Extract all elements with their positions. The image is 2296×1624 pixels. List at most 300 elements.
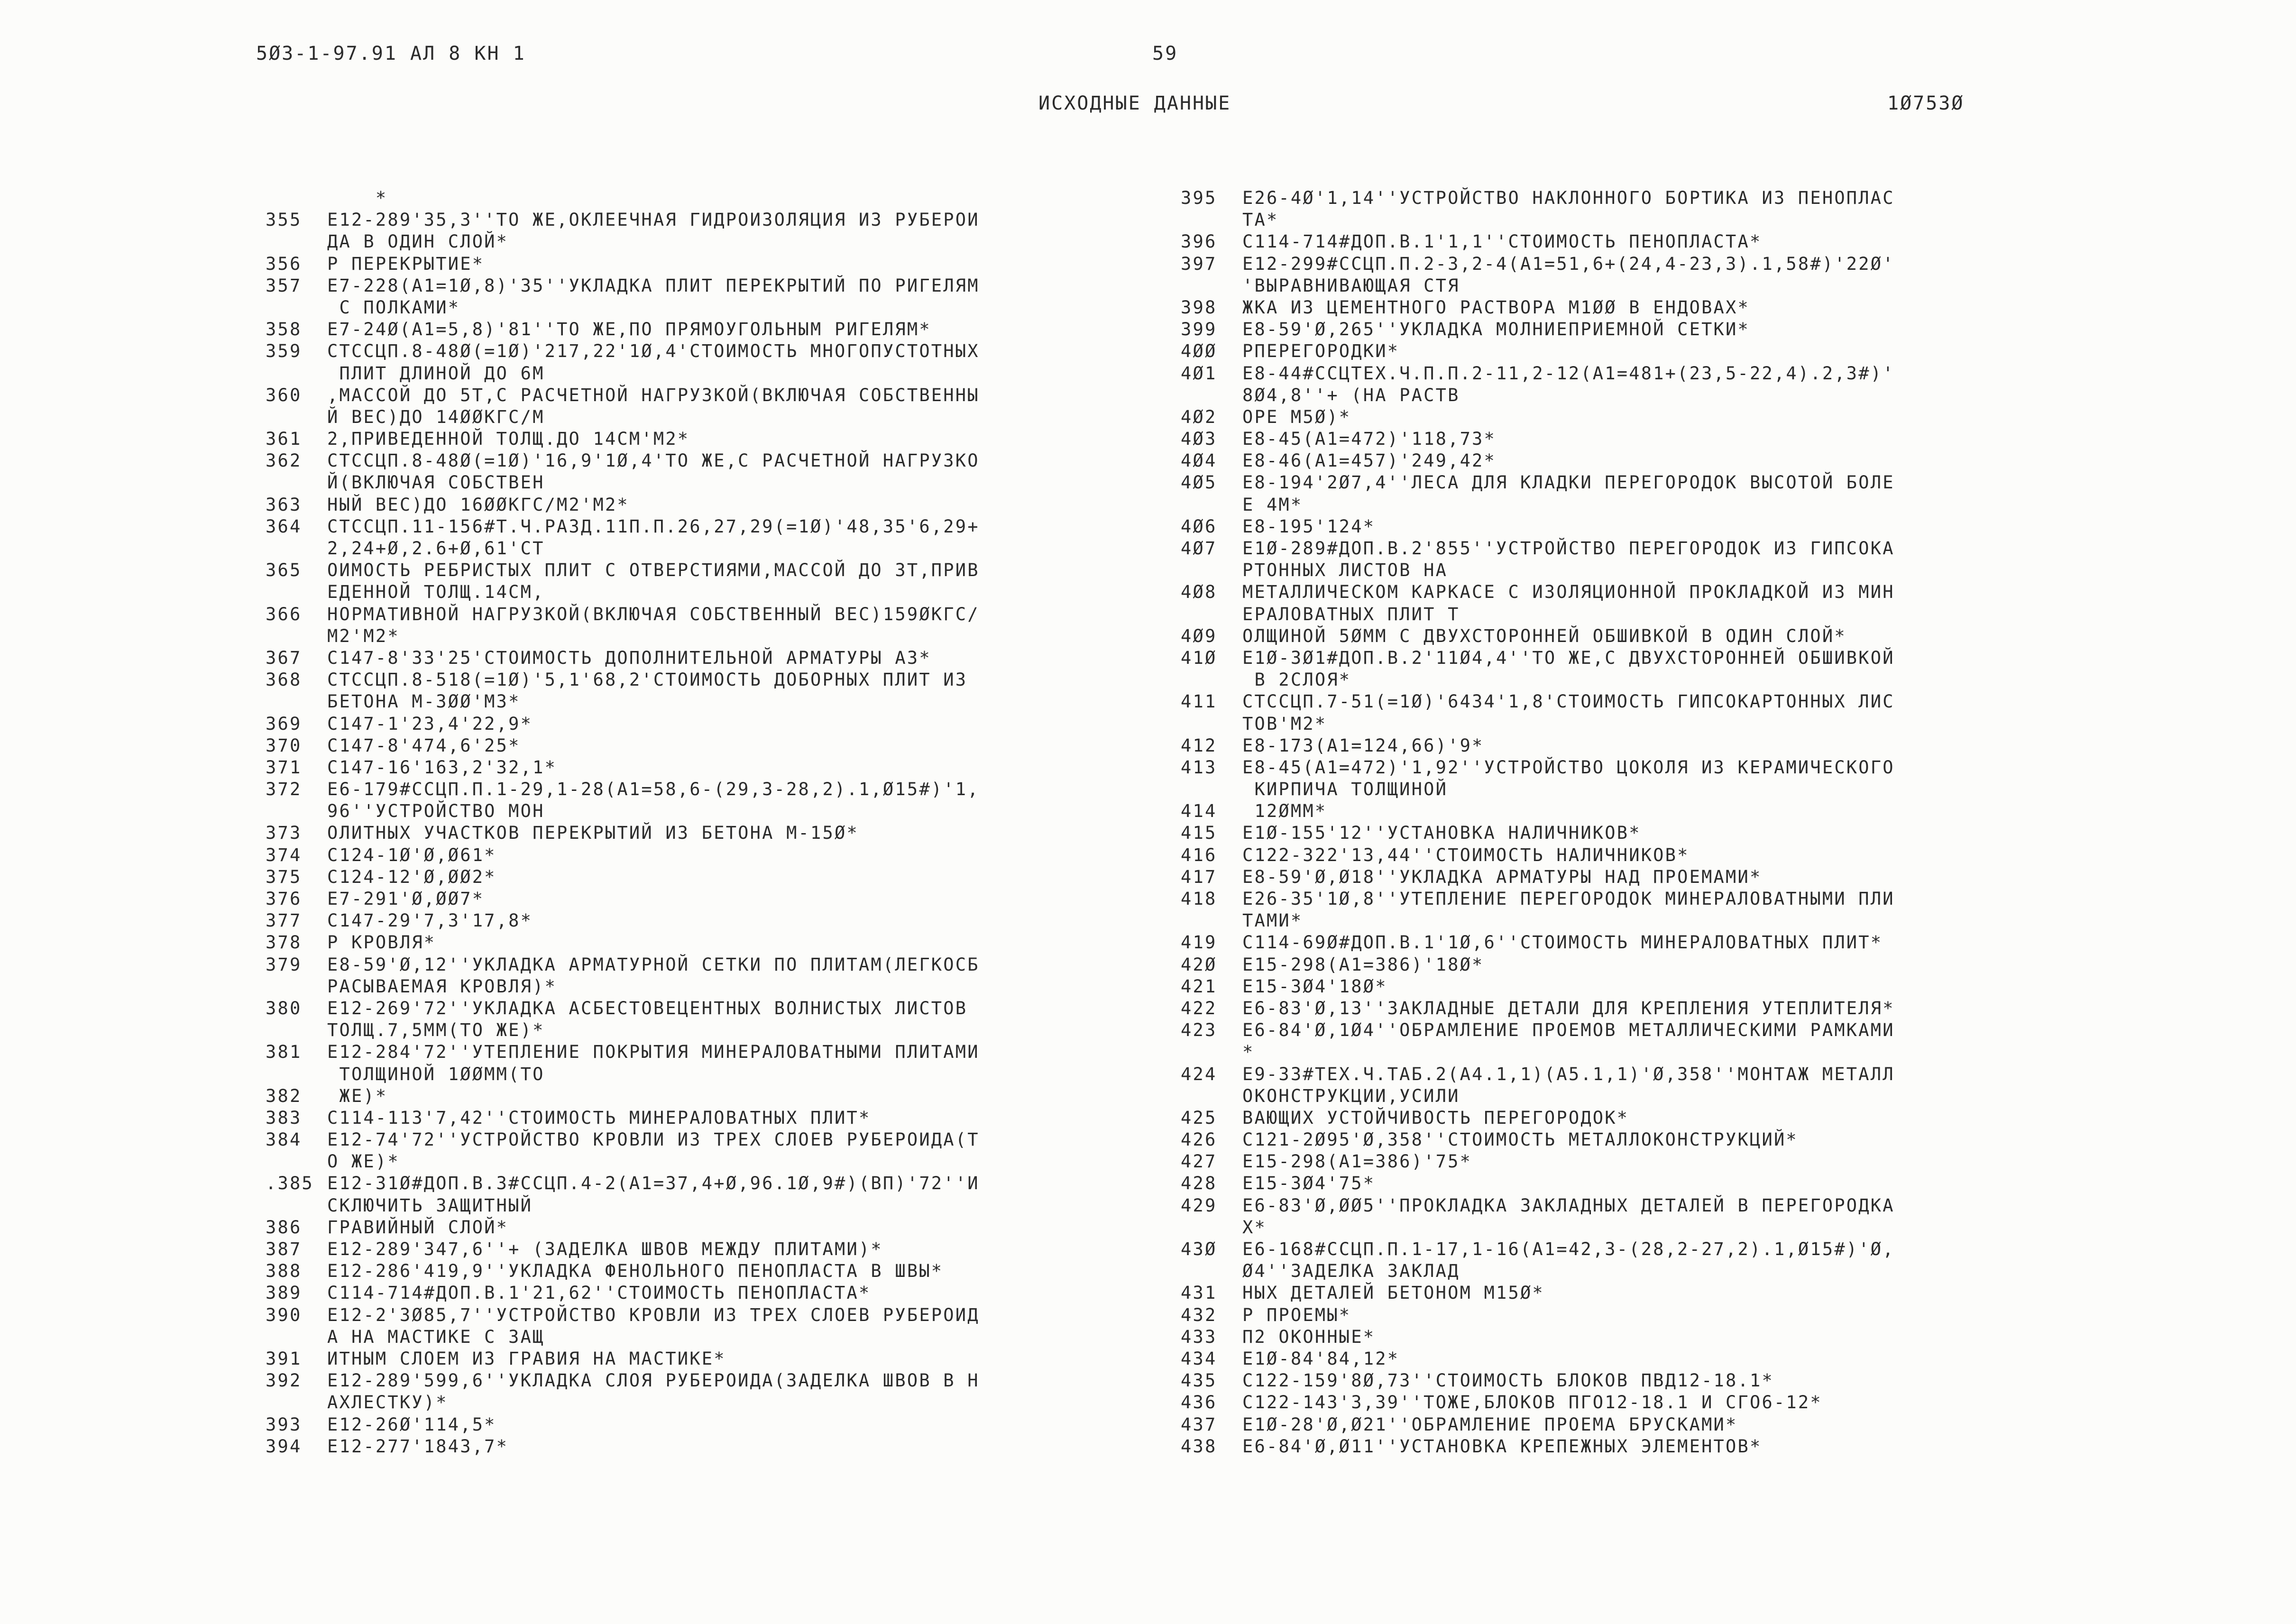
listing-line xyxy=(266,450,1166,472)
line-text: С114-714#ДОП.В.1'21,62''СТОИМОСТЬ ПЕНОПЛАСТА* xyxy=(327,1283,871,1303)
line-number: 394 xyxy=(266,1436,302,1457)
line-text: С114-69Ø#ДОП.В.1'1Ø,6''СТОИМОСТЬ МИНЕРАЛОВАТНЫХ ПЛИТ* xyxy=(1242,932,1883,953)
line-text: Е26-35'1Ø,8''УТЕПЛЕНИЕ ПЕРЕГОРОДОК МИНЕРАЛОВАТНЫМИ ПЛИ xyxy=(1242,889,1895,909)
listing-line xyxy=(1181,1041,2082,1063)
listing-line xyxy=(1181,1195,2082,1217)
line-number xyxy=(266,1151,327,1173)
line-text: ТОЛЩИНОЙ 1ØØММ(ТО xyxy=(327,1064,545,1084)
line-number: 389 xyxy=(266,1283,302,1303)
listing-line xyxy=(266,976,1166,998)
line-number: 390 xyxy=(266,1304,302,1325)
line-text: * xyxy=(327,188,388,208)
line-number: 435 xyxy=(1181,1370,1217,1391)
line-text: 2,24+Ø,2.6+Ø,61'СТ xyxy=(327,538,545,559)
line-number: 367 xyxy=(266,647,302,668)
listing-line xyxy=(1181,1217,2082,1239)
line-number: 393 xyxy=(266,1414,302,1435)
listing-line xyxy=(1181,604,2082,625)
line-number xyxy=(1181,1217,1242,1239)
line-text: Е12-269'72''УКЛАДКА АСБЕСТОВЕЦЕНТНЫХ ВОЛНИСТЫХ ЛИСТОВ xyxy=(327,998,968,1018)
line-text: Е6-83'Ø,13''ЗАКЛАДНЫЕ ДЕТАЛИ ДЛЯ КРЕПЛЕНИЯ УТЕПЛИТЕЛЯ* xyxy=(1242,998,1895,1018)
line-number: 434 xyxy=(1181,1348,1217,1369)
line-number xyxy=(1181,1260,1242,1282)
line-number: 417 xyxy=(1181,866,1217,887)
line-text: Е9-33#ТЕХ.Ч.ТАБ.2(А4.1,1)(А5.1,1)'Ø,358''МОНТАЖ МЕТАЛЛ xyxy=(1242,1064,1895,1084)
line-number: 425 xyxy=(1181,1107,1217,1128)
line-text: Е12-286'419,9''УКЛАДКА ФЕНОЛЬНОГО ПЕНОПЛАСТА В ШВЫ* xyxy=(327,1261,944,1282)
line-number xyxy=(266,976,327,998)
line-text: Ø4''ЗАДЕЛКА ЗАКЛАД xyxy=(1242,1261,1460,1282)
line-number: 4Ø4 xyxy=(1181,450,1217,471)
line-number: 416 xyxy=(1181,844,1217,865)
line-text: Е6-84'Ø,Ø11''УСТАНОВКА КРЕПЕЖНЫХ ЭЛЕМЕНТОВ* xyxy=(1242,1436,1762,1457)
line-number xyxy=(266,1195,327,1217)
line-number: 361 xyxy=(266,429,302,450)
line-text: 'ВЫРАВНИВАЮЩАЯ СТЯ xyxy=(1242,275,1460,296)
page-title: ИСХОДНЫЕ ДАННЫЕ xyxy=(1038,92,1231,114)
line-text: Е15-3Ø4'75* xyxy=(1242,1173,1376,1194)
line-number: 391 xyxy=(266,1348,302,1369)
line-number xyxy=(1181,1085,1242,1107)
listing-line xyxy=(1181,319,2082,340)
listing-line xyxy=(1181,713,2082,735)
listing-line xyxy=(1181,669,2082,691)
line-number: 359 xyxy=(266,341,302,362)
listing-line xyxy=(1181,932,2082,954)
listing-line xyxy=(1181,844,2082,866)
line-text: Е12-299#ССЦП.П.2-3,2-4(А1=51,6+(24,4-23,3).1,58#)'22Ø' xyxy=(1242,253,1895,274)
line-number: 370 xyxy=(266,735,302,756)
listing-line xyxy=(266,253,1166,275)
line-text: Е12-31Ø#ДОП.В.3#ССЦП.4-2(А1=37,4+Ø,96.1Ø,9#)(ВП)'72''И xyxy=(327,1173,980,1194)
line-number xyxy=(266,581,327,603)
document-code: 5Ø3-1-97.91 АЛ 8 КН 1 xyxy=(256,43,526,64)
line-number: 429 xyxy=(1181,1195,1217,1216)
listing-line xyxy=(1181,516,2082,538)
line-number: 4Ø7 xyxy=(1181,538,1217,559)
line-number: 355 xyxy=(266,210,302,230)
listing-line xyxy=(266,494,1166,516)
line-text: С122-143'3,39''ТОЖЕ,БЛОКОВ ПГО12-18.1 И СГО6-12* xyxy=(1242,1392,1822,1413)
listing-line xyxy=(266,932,1166,954)
listing-line xyxy=(1181,187,2082,209)
listing-line xyxy=(266,691,1166,713)
line-number: 381 xyxy=(266,1042,302,1063)
line-text: Е8-173(А1=124,66)'9* xyxy=(1242,735,1484,756)
listing-line xyxy=(1181,1392,2082,1413)
line-number xyxy=(266,1064,327,1085)
listing-line xyxy=(1181,1436,2082,1458)
listing-line xyxy=(266,187,1166,209)
line-number: 4Ø9 xyxy=(1181,625,1217,646)
listing-line xyxy=(266,1392,1166,1413)
line-text: 8Ø4,8''+ (НА РАСТВ xyxy=(1242,385,1460,405)
listing-line xyxy=(1181,209,2082,231)
line-text: ЕРАЛОВАТНЫХ ПЛИТ Т xyxy=(1242,604,1460,624)
listing-line xyxy=(266,516,1166,538)
line-text: ТА* xyxy=(1242,210,1279,230)
listing-line xyxy=(266,1085,1166,1107)
listing-line xyxy=(1181,800,2082,822)
line-text: М2'М2* xyxy=(327,625,400,646)
listing-line xyxy=(266,1129,1166,1151)
listing-line xyxy=(266,1326,1166,1348)
line-text: Е1Ø-289#ДОП.В.2'855''УСТРОЙСТВО ПЕРЕГОРОДОК ИЗ ГИПСОКА xyxy=(1242,538,1895,559)
line-text: ПЛИТ ДЛИНОЙ ДО 6М xyxy=(327,363,545,384)
line-number: 412 xyxy=(1181,735,1217,756)
line-text: Р ПЕРЕКРЫТИЕ* xyxy=(327,253,485,274)
line-number: 364 xyxy=(266,516,302,537)
listing-line xyxy=(266,1260,1166,1282)
line-number xyxy=(266,691,327,713)
listing-line xyxy=(1181,560,2082,581)
line-number: 379 xyxy=(266,954,302,975)
listing-line xyxy=(1181,1326,2082,1348)
listing-line xyxy=(1181,691,2082,713)
line-text: Е12-284'72''УТЕПЛЕНИЕ ПОКРЫТИЯ МИНЕРАЛОВАТНЫМИ ПЛИТАМИ xyxy=(327,1042,980,1063)
line-number: 438 xyxy=(1181,1436,1217,1457)
line-text: Е8-45(А1=472)'118,73* xyxy=(1242,429,1496,450)
listing-line xyxy=(266,319,1166,340)
line-number xyxy=(266,363,327,385)
listing-line xyxy=(1181,538,2082,560)
listing-line xyxy=(266,1304,1166,1326)
line-number: 419 xyxy=(1181,932,1217,953)
listing-line xyxy=(266,954,1166,976)
line-number: 433 xyxy=(1181,1326,1217,1347)
line-text: Е26-4Ø'1,14''УСТРОЙСТВО НАКЛОННОГО БОРТИКА ИЗ ПЕНОПЛАС xyxy=(1242,188,1895,208)
listing-line xyxy=(1181,253,2082,275)
line-text: Е8-44#ССЦТЕХ.Ч.П.П.2-11,2-12(А1=481+(23,5-22,4).2,3#)' xyxy=(1242,363,1895,384)
listing-line xyxy=(266,1173,1166,1194)
line-text: ДА В ОДИН СЛОЙ* xyxy=(327,231,509,252)
line-number: 380 xyxy=(266,998,302,1018)
line-text: С147-29'7,3'17,8* xyxy=(327,910,533,931)
listing-line xyxy=(266,800,1166,822)
line-number: 363 xyxy=(266,494,302,515)
line-number xyxy=(266,231,327,253)
line-number: 375 xyxy=(266,866,302,887)
line-number: 397 xyxy=(1181,253,1217,274)
line-number: 415 xyxy=(1181,823,1217,844)
line-text: Е15-3Ø4'18Ø* xyxy=(1242,976,1387,997)
line-number: 4ØØ xyxy=(1181,341,1217,362)
line-text: П2 ОКОННЫЕ* xyxy=(1242,1326,1376,1347)
listing-line xyxy=(266,735,1166,757)
line-text: Е12-289'35,3''ТО ЖЕ,ОКЛЕЕЧНАЯ ГИДРОИЗОЛЯЦИЯ ИЗ РУБЕРОИ xyxy=(327,210,980,230)
line-text: СТССЦП.11-156#Т.Ч.РАЗД.11П.П.26,27,29(=1Ø)'48,35'6,29+ xyxy=(327,516,980,537)
listing-line xyxy=(1181,625,2082,647)
line-number xyxy=(1181,560,1242,581)
line-text: Р КРОВЛЯ* xyxy=(327,932,436,953)
right-column xyxy=(1181,187,2082,1458)
listing-line xyxy=(1181,1348,2082,1370)
line-text: Е12-26Ø'114,5* xyxy=(327,1414,496,1435)
listing-line xyxy=(266,1195,1166,1217)
line-text: С122-322'13,44''СТОИМОСТЬ НАЛИЧНИКОВ* xyxy=(1242,844,1690,865)
line-number xyxy=(266,538,327,560)
listing-line xyxy=(1181,779,2082,800)
line-number: 387 xyxy=(266,1239,302,1259)
listing-line xyxy=(1181,735,2082,757)
line-text: Е7-24Ø(А1=5,8)'81''ТО ЖЕ,ПО ПРЯМОУГОЛЬНЫМ РИГЕЛЯМ* xyxy=(327,319,931,340)
line-number xyxy=(266,187,327,209)
line-text: КИРПИЧА ТОЛЩИНОЙ xyxy=(1242,779,1448,800)
line-text: В 2СЛОЯ* xyxy=(1242,670,1351,690)
line-text: С114-113'7,42''СТОИМОСТЬ МИНЕРАЛОВАТНЫХ ПЛИТ* xyxy=(327,1107,871,1128)
listing-line xyxy=(266,406,1166,428)
line-text: РАСЫВАЕМАЯ КРОВЛЯ)* xyxy=(327,976,557,997)
listing-line xyxy=(266,428,1166,450)
line-text: Е6-83'Ø,ØØ5''ПРОКЛАДКА ЗАКЛАДНЫХ ДЕТАЛЕЙ В ПЕРЕГОРОДКА xyxy=(1242,1195,1895,1216)
listing-line xyxy=(1181,866,2082,888)
line-number: 369 xyxy=(266,713,302,734)
line-text: РТОННЫХ ЛИСТОВ НА xyxy=(1242,560,1448,581)
listing-line xyxy=(266,998,1166,1019)
line-number: 427 xyxy=(1181,1151,1217,1172)
line-text: СТССЦП.8-518(=1Ø)'5,1'68,2'СТОИМОСТЬ ДОБОРНЫХ ПЛИТ ИЗ xyxy=(327,670,968,690)
listing-line xyxy=(1181,822,2082,844)
line-number: 428 xyxy=(1181,1173,1217,1194)
line-number: 373 xyxy=(266,823,302,844)
line-number: 362 xyxy=(266,450,302,471)
line-number xyxy=(266,1019,327,1041)
line-text: Е15-298(А1=386)'18Ø* xyxy=(1242,954,1484,975)
line-text: ЖЕ)* xyxy=(327,1085,388,1106)
document-number: 1Ø753Ø xyxy=(1887,92,1965,114)
listing-line xyxy=(1181,1239,2082,1260)
line-text: Е12-289'599,6''УКЛАДКА СЛОЯ РУБЕРОИДА(ЗАДЕЛКА ШВОВ В Н xyxy=(327,1370,980,1391)
listing-line xyxy=(266,340,1166,362)
listing-line xyxy=(1181,450,2082,472)
listing-line xyxy=(266,560,1166,581)
line-text: Е12-74'72''УСТРОЙСТВО КРОВЛИ ИЗ ТРЕХ СЛОЕВ РУБЕРОИДА(Т xyxy=(327,1129,980,1150)
line-number: 424 xyxy=(1181,1064,1217,1084)
listing-line xyxy=(266,1041,1166,1063)
line-number: 4Ø8 xyxy=(1181,582,1217,603)
listing-line xyxy=(1181,406,2082,428)
left-column xyxy=(266,187,1166,1458)
line-number xyxy=(1181,209,1242,231)
line-text: С124-1Ø'Ø,Ø61* xyxy=(327,844,496,865)
line-text: СТССЦП.8-48Ø(=1Ø)'16,9'1Ø,4'ТО ЖЕ,С РАСЧЕТНОЙ НАГРУЗКО xyxy=(327,450,980,471)
line-number: 365 xyxy=(266,560,302,581)
listing-line xyxy=(1181,1129,2082,1151)
line-text: ЕДЕННОЙ ТОЛЩ.14СМ, xyxy=(327,582,545,603)
listing-line xyxy=(1181,581,2082,603)
line-number xyxy=(1181,669,1242,691)
listing-line xyxy=(266,581,1166,603)
line-text: ИТНЫМ СЛОЕМ ИЗ ГРАВИЯ НА МАСТИКЕ* xyxy=(327,1348,726,1369)
line-text: С114-714#ДОП.В.1'1,1''СТОИМОСТЬ ПЕНОПЛАСТА* xyxy=(1242,231,1762,252)
line-text: Е6-168#ССЦП.П.1-17,1-16(А1=42,3-(28,2-27,2).1,Ø15#)'Ø, xyxy=(1242,1239,1895,1259)
line-number: 358 xyxy=(266,319,302,340)
line-text: НЫХ ДЕТАЛЕЙ БЕТОНОМ М15Ø* xyxy=(1242,1283,1544,1303)
line-number: 388 xyxy=(266,1261,302,1282)
line-number: 432 xyxy=(1181,1304,1217,1325)
line-text: С147-8'474,6'25* xyxy=(327,735,521,756)
line-text: 2,ПРИВЕДЕННОЙ ТОЛЩ.ДО 14СМ'М2* xyxy=(327,429,690,450)
line-text: Е8-45(А1=472)'1,92''УСТРОЙСТВО ЦОКОЛЯ ИЗ КЕРАМИЧЕСКОГО xyxy=(1242,757,1895,778)
line-number xyxy=(266,800,327,822)
line-number xyxy=(266,1326,327,1348)
listing-line xyxy=(1181,954,2082,976)
line-text: С121-2Ø95'Ø,358''СТОИМОСТЬ МЕТАЛЛОКОНСТРУКЦИЙ* xyxy=(1242,1129,1798,1150)
listing-line xyxy=(266,625,1166,647)
line-number: 4Ø2 xyxy=(1181,406,1217,427)
line-number xyxy=(266,1392,327,1413)
line-text: Е1Ø-28'Ø,Ø21''ОБРАМЛЕНИЕ ПРОЕМА БРУСКАМИ* xyxy=(1242,1414,1738,1435)
line-number xyxy=(266,297,327,319)
line-number: 4Ø1 xyxy=(1181,363,1217,384)
line-text: ТОЛЩ.7,5ММ(ТО ЖЕ)* xyxy=(327,1020,545,1041)
line-text: 96''УСТРОЙСТВО МОН xyxy=(327,801,545,822)
line-number: 376 xyxy=(266,889,302,909)
line-text: С147-1'23,4'22,9* xyxy=(327,713,533,734)
listing-line xyxy=(266,385,1166,406)
line-text: Е7-291'Ø,ØØ7* xyxy=(327,889,485,909)
line-text: * xyxy=(1242,1042,1255,1063)
line-number xyxy=(1181,385,1242,406)
page-number: 59 xyxy=(1152,43,1178,64)
listing-line xyxy=(1181,888,2082,910)
listing-line xyxy=(1181,472,2082,494)
line-number: 357 xyxy=(266,275,302,296)
line-text: Е1Ø-3Ø1#ДОП.В.2'11Ø4,4''ТО ЖЕ,С ДВУХСТОРОННЕЙ ОБШИВКОЙ xyxy=(1242,647,1895,668)
line-number: 411 xyxy=(1181,691,1217,712)
listing-line xyxy=(1181,998,2082,1019)
line-number: 414 xyxy=(1181,801,1217,822)
listing-line xyxy=(266,1414,1166,1436)
line-number: 423 xyxy=(1181,1020,1217,1041)
line-text: ОЛИТНЫХ УЧАСТКОВ ПЕРЕКРЫТИЙ ИЗ БЕТОНА М-15Ø* xyxy=(327,823,859,844)
line-number: 398 xyxy=(1181,297,1217,318)
line-number: 356 xyxy=(266,253,302,274)
listing-line xyxy=(266,844,1166,866)
listing-line xyxy=(266,866,1166,888)
line-text: Е8-59'Ø,Ø18''УКЛАДКА АРМАТУРЫ НАД ПРОЕМАМИ* xyxy=(1242,866,1762,887)
listing-line xyxy=(266,1348,1166,1370)
line-text: МЕТАЛЛИЧЕСКОМ КАРКАСЕ С ИЗОЛЯЦИОННОЙ ПРОКЛАДКОЙ ИЗ МИН xyxy=(1242,582,1895,603)
line-text: Е8-195'124* xyxy=(1242,516,1376,537)
listing-line xyxy=(266,669,1166,691)
line-number: 418 xyxy=(1181,889,1217,909)
listing-line xyxy=(1181,1304,2082,1326)
line-text: Е8-46(А1=457)'249,42* xyxy=(1242,450,1496,471)
line-number: 399 xyxy=(1181,319,1217,340)
line-number xyxy=(266,406,327,428)
line-text: ,МАССОЙ ДО 5Т,С РАСЧЕТНОЙ НАГРУЗКОЙ(ВКЛЮЧАЯ СОБСТВЕННЫ xyxy=(327,385,980,405)
listing-line xyxy=(266,1239,1166,1260)
line-number: 421 xyxy=(1181,976,1217,997)
listing-line xyxy=(1181,976,2082,998)
listing-line xyxy=(1181,1414,2082,1436)
line-number xyxy=(1181,604,1242,625)
line-text: Е8-194'2Ø7,4''ЛЕСА ДЛЯ КЛАДКИ ПЕРЕГОРОДОК ВЫСОТОЙ БОЛЕ xyxy=(1242,472,1895,493)
line-text: Е7-228(А1=1Ø,8)'35''УКЛАДКА ПЛИТ ПЕРЕКРЫТИЙ ПО РИГЕЛЯМ xyxy=(327,275,980,296)
listing-line xyxy=(266,275,1166,297)
line-text: Е8-59'Ø,12''УКЛАДКА АРМАТУРНОЙ СЕТКИ ПО ПЛИТАМ(ЛЕГКОСБ xyxy=(327,954,980,975)
line-number xyxy=(1181,1041,1242,1063)
listing-line xyxy=(1181,757,2082,779)
line-number: 396 xyxy=(1181,231,1217,252)
listing-line xyxy=(266,231,1166,253)
line-number: 4Ø6 xyxy=(1181,516,1217,537)
listing-line xyxy=(1181,494,2082,516)
line-number xyxy=(1181,713,1242,735)
line-number xyxy=(266,472,327,494)
listing-line xyxy=(1181,385,2082,406)
line-text: Е12-2'3Ø85,7''УСТРОЙСТВО КРОВЛИ ИЗ ТРЕХ СЛОЕВ РУБЕРОИД xyxy=(327,1304,980,1325)
line-number: 384 xyxy=(266,1129,302,1150)
line-number: 368 xyxy=(266,670,302,690)
listing-line xyxy=(1181,340,2082,362)
listing-line xyxy=(266,1107,1166,1129)
line-number: .385 xyxy=(266,1173,314,1194)
listing-line xyxy=(266,209,1166,231)
line-number: 386 xyxy=(266,1217,302,1238)
line-text: А НА МАСТИКЕ С ЗАЩ xyxy=(327,1326,545,1347)
listing-line xyxy=(1181,363,2082,385)
line-text: Х* xyxy=(1242,1217,1267,1238)
line-number: 436 xyxy=(1181,1392,1217,1413)
line-text: СТССЦП.7-51(=1Ø)'6434'1,8'СТОИМОСТЬ ГИПСОКАРТОННЫХ ЛИС xyxy=(1242,691,1895,712)
line-text: Е1Ø-155'12''УСТАНОВКА НАЛИЧНИКОВ* xyxy=(1242,823,1641,844)
line-number: 371 xyxy=(266,757,302,778)
line-number: 360 xyxy=(266,385,302,405)
line-number: 43Ø xyxy=(1181,1239,1217,1259)
line-text: ТАМИ* xyxy=(1242,910,1303,931)
line-number xyxy=(1181,910,1242,932)
line-text: ЖКА ИЗ ЦЕМЕНТНОГО РАСТВОРА М1ØØ В ЕНДОВАХ* xyxy=(1242,297,1750,318)
line-text: Е8-59'Ø,265''УКЛАДКА МОЛНИЕПРИЕМНОЙ СЕТКИ* xyxy=(1242,319,1750,340)
line-number xyxy=(1181,779,1242,800)
line-number: 366 xyxy=(266,604,302,624)
line-text: С ПОЛКАМИ* xyxy=(327,297,460,318)
listing-line xyxy=(266,757,1166,779)
listing-line xyxy=(1181,1019,2082,1041)
line-number: 42Ø xyxy=(1181,954,1217,975)
listing-line xyxy=(266,1282,1166,1304)
line-number: 4Ø3 xyxy=(1181,429,1217,450)
listing-line xyxy=(266,1151,1166,1173)
listing-line xyxy=(266,910,1166,932)
listing-line xyxy=(1181,275,2082,297)
line-text: Е12-277'1843,7* xyxy=(327,1436,509,1457)
line-number: 437 xyxy=(1181,1414,1217,1435)
listing-line xyxy=(266,1064,1166,1085)
line-text: ТОВ'М2* xyxy=(1242,713,1327,734)
listing-line xyxy=(266,1217,1166,1239)
listing-line xyxy=(1181,1107,2082,1129)
line-text: ОЛЩИНОЙ 5ØММ С ДВУХСТОРОННЕЙ ОБШИВКОЙ В ОДИН СЛОЙ* xyxy=(1242,625,1846,646)
line-text: С147-16'163,2'32,1* xyxy=(327,757,557,778)
line-text: Й ВЕС)ДО 14ØØКГС/М xyxy=(327,406,545,427)
line-text: Р ПРОЕМЫ* xyxy=(1242,1304,1351,1325)
line-number: 4Ø5 xyxy=(1181,472,1217,493)
line-text: Е 4М* xyxy=(1242,494,1303,515)
line-number: 374 xyxy=(266,844,302,865)
line-number: 372 xyxy=(266,779,302,800)
line-text: Й(ВКЛЮЧАЯ СОБСТВЕН xyxy=(327,472,545,493)
listing-line xyxy=(1181,1173,2082,1194)
line-text: СКЛЮЧИТЬ ЗАЩИТНЫЙ xyxy=(327,1195,533,1216)
listing-line xyxy=(266,1370,1166,1392)
listing-line xyxy=(266,779,1166,800)
listing-line xyxy=(266,472,1166,494)
listing-line xyxy=(1181,1064,2082,1085)
listing-line xyxy=(1181,647,2082,669)
